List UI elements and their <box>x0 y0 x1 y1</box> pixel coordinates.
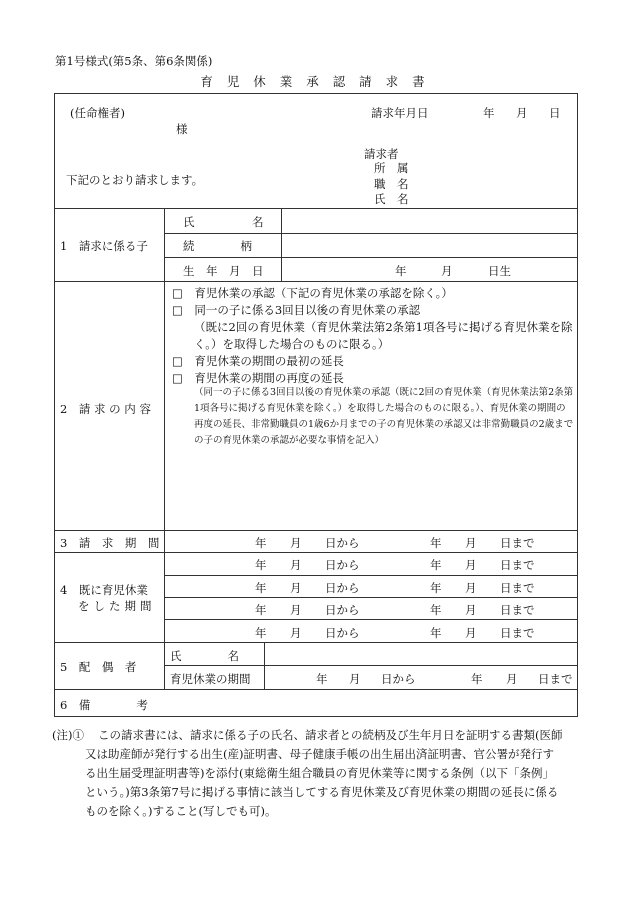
note-line: 又は助産師が発行する出生(産)証明書、母子健康手帳の出生届出済証明書、官公署が発行す <box>85 747 554 761</box>
note-line: る出生届受理証明書等)を添付(東総衛生組合職員の育児休業等に関する条例（以下「条例」 <box>85 766 554 780</box>
note-line: ものを除く。)すること(写しでも可)。 <box>85 804 277 818</box>
section5-label: 5 配 偶 者 <box>60 660 137 674</box>
period-to-month: 月 <box>465 536 477 550</box>
section1-label: 1 請求に係る子 <box>60 239 148 253</box>
appointer-label: (任命権者) <box>70 106 125 120</box>
birth-day: 日生 <box>488 264 511 278</box>
option-approval[interactable]: □ 育児休業の承認（下記の育児休業の承認を除く。） <box>172 286 453 300</box>
request-date-month: 月 <box>516 106 528 120</box>
option-third-approval-note1: （既に2回の育児休業（育児休業法第2条第1項各号に掲げる育児休業を除 <box>194 320 573 334</box>
sama-label: 様 <box>176 122 188 136</box>
affiliation-label: 所 属 <box>374 161 409 175</box>
birthdate-label: 生 年 月 日 <box>183 264 264 278</box>
section3-label: 3 請 求 期 間 <box>60 536 160 550</box>
request-text: 下記のとおり請求します。 <box>66 173 204 187</box>
note-marker: (注)① <box>52 728 84 742</box>
note-line: この請求書には、請求に係る子の氏名、請求者との続柄及び生年月日を証明する書類(医師 <box>98 728 563 742</box>
period-from-month: 月 <box>290 536 302 550</box>
section2-label: 2 請 求 の 内 容 <box>60 402 151 416</box>
requester-label: 請求者 <box>364 147 399 161</box>
page-title: 育 児 休 業 承 認 請 求 書 <box>200 74 430 89</box>
note-line: という。)第3条第7号に掲げる事情に該当してする育児休業及び育児休業の期間の延長に係る <box>85 785 559 799</box>
option-third-approval[interactable]: □ 同一の子に係る3回目以後の育児休業の承認 <box>172 303 421 317</box>
option-first-extension[interactable]: □ 育児休業の期間の最初の延長 <box>172 354 344 368</box>
request-date-year: 年 <box>483 106 495 120</box>
birth-year: 年 <box>395 264 407 278</box>
option-second-extension[interactable]: □ 育児休業の期間の再度の延長 <box>172 371 344 385</box>
relation-label: 続 柄 <box>183 239 252 253</box>
requester-name-label: 氏 名 <box>374 192 409 206</box>
period-to-day: 日まで <box>500 536 535 550</box>
period-from-day: 日から <box>325 536 360 550</box>
job-title-label: 職 名 <box>374 177 409 191</box>
section4-label-line1: 4 既に育児休業 <box>60 583 148 597</box>
reason-note: （同一の子に係る3回目以後の育児休業の承認（既に2回の育児休業（育児休業法第2条第1項各号に掲げる育児休業を除く。）を取得した場合のものに限る。）、育児休業の期間の再度の延長、非常勤職員の1歳6か月までの子の育児休業の承認又は非常勤職員の2歳までの子の育児休業の承認が必要な事情を記入） <box>194 387 574 446</box>
option-third-approval-note2: く。）を取得した場合のものに限る。） <box>194 337 390 351</box>
period-from-year: 年 <box>255 536 267 550</box>
section4-label-line2: をした期間 <box>78 599 156 613</box>
spouse-name-label: 氏 名 <box>170 649 239 663</box>
form-id: 第1号様式(第5条、第6条関係) <box>55 54 213 68</box>
period-to-year: 年 <box>430 536 442 550</box>
request-date-day: 日 <box>549 106 561 120</box>
section6-label: 6 備 考 <box>60 698 148 712</box>
birth-month: 月 <box>441 264 453 278</box>
spouse-period-label: 育児休業の期間 <box>170 672 251 686</box>
request-date-label: 請求年月日 <box>371 106 429 120</box>
child-name-label: 氏 名 <box>183 215 264 229</box>
